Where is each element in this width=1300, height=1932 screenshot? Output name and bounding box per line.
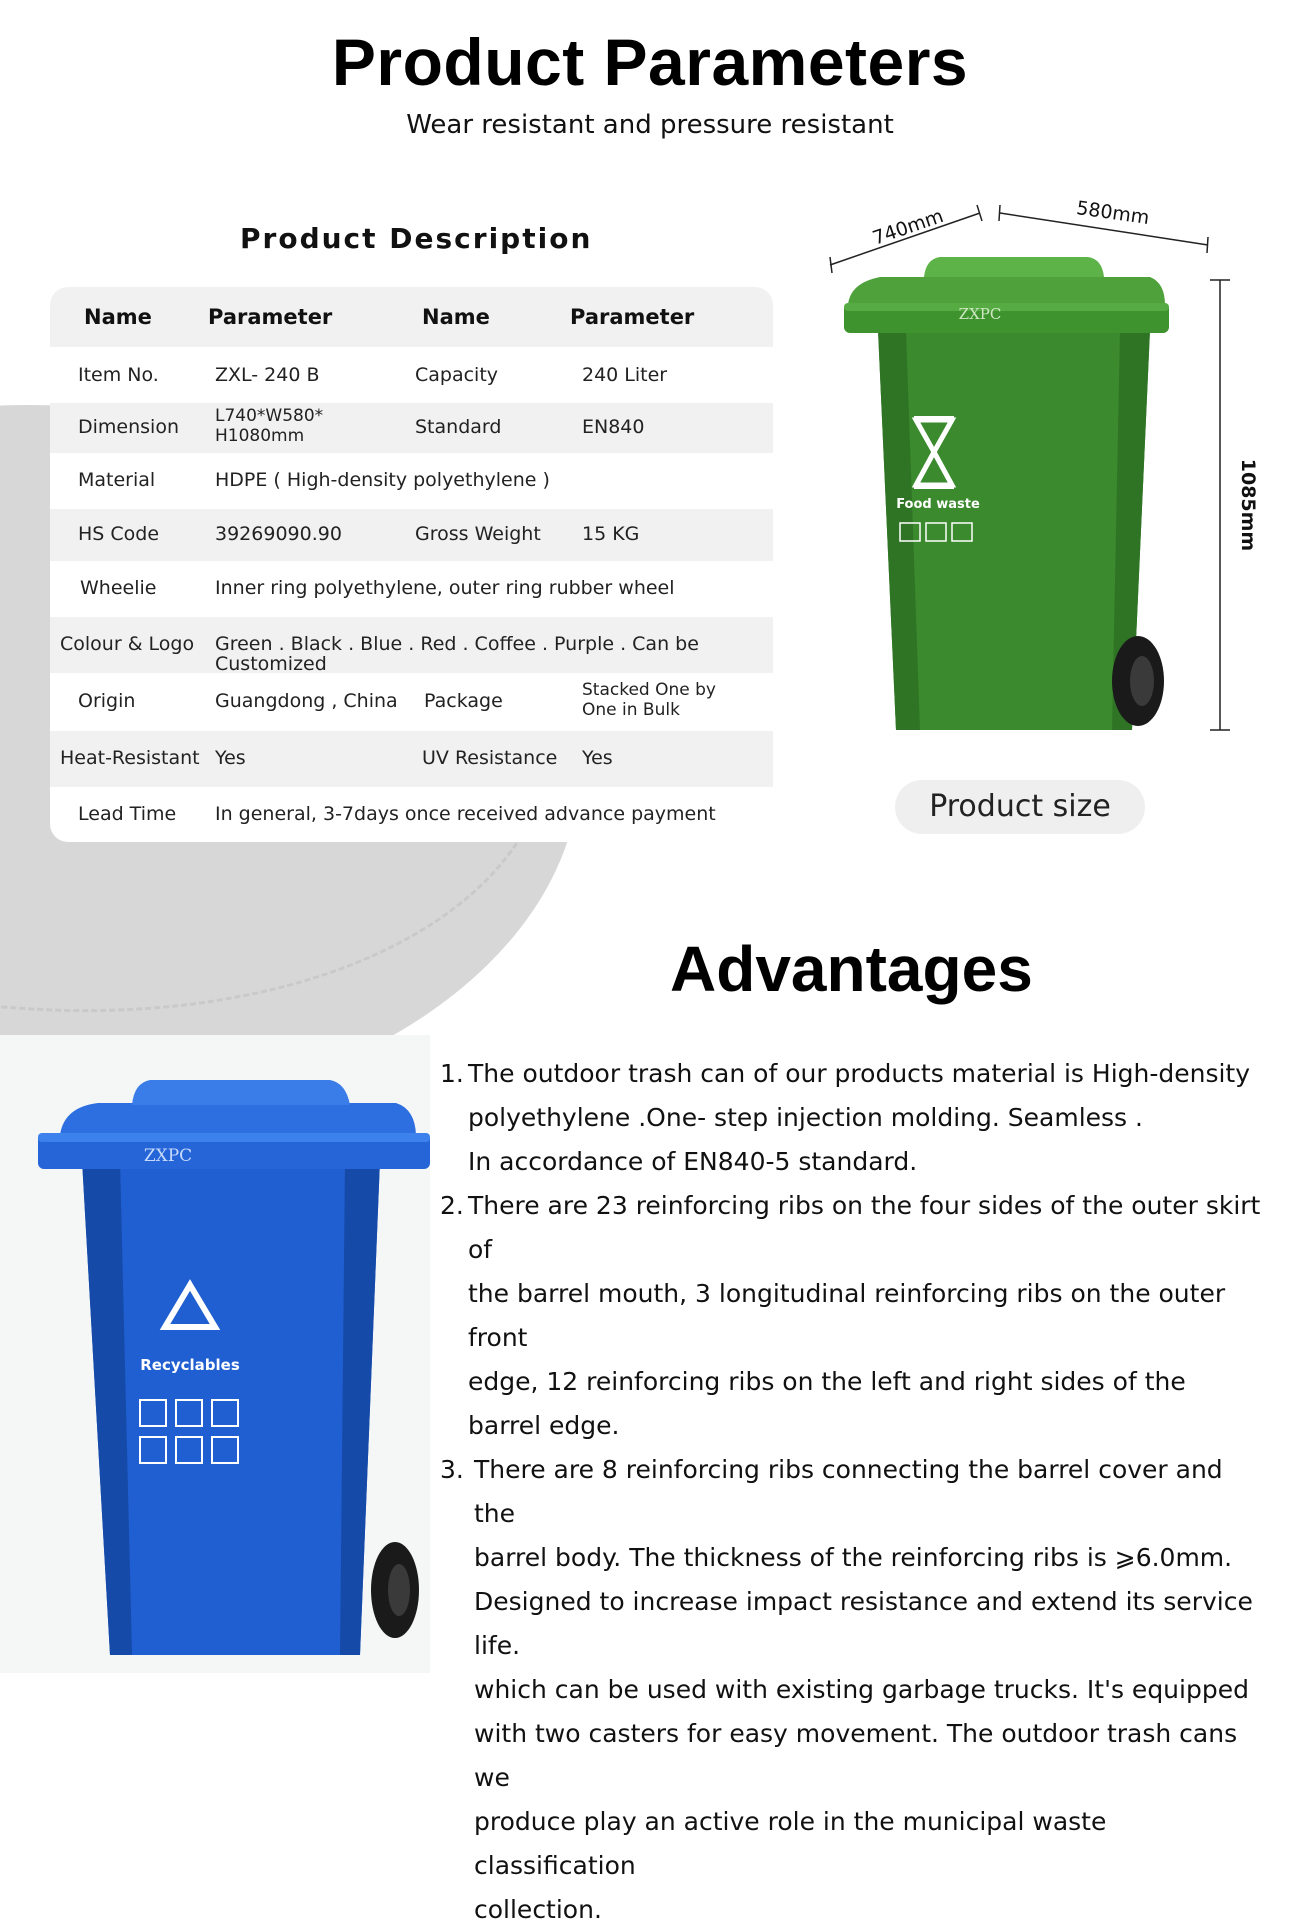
table-row bbox=[50, 509, 773, 561]
row-value: 240 Liter bbox=[582, 364, 668, 386]
row-value-line: L740*W580* bbox=[215, 406, 324, 426]
list-line: collection. bbox=[474, 1895, 602, 1924]
row-name: Standard bbox=[415, 416, 502, 438]
row-name: Item No. bbox=[78, 364, 159, 386]
column-header: Parameter bbox=[208, 305, 333, 329]
table-row bbox=[50, 347, 773, 403]
row-value: Green . Black . Blue . Red . Coffee . Purple . Can be Customized bbox=[215, 633, 699, 675]
table-row bbox=[50, 731, 773, 787]
row-name: Colour & Logo bbox=[60, 633, 195, 655]
list-line: The outdoor trash can of our products material is High-density bbox=[468, 1059, 1251, 1088]
list-number: 3. bbox=[440, 1455, 464, 1484]
list-number: 2. bbox=[440, 1191, 464, 1220]
list-line: which can be used with existing garbage trucks. It's equipped bbox=[474, 1675, 1249, 1704]
table-header-row bbox=[50, 287, 773, 347]
row-name: Wheelie bbox=[80, 577, 157, 599]
row-name: Material bbox=[78, 469, 156, 491]
row-value: HDPE ( High-density polyethylene ) bbox=[215, 469, 550, 491]
row-value: In general, 3-7days once received advance payment bbox=[215, 803, 716, 825]
green-bin-body bbox=[844, 257, 1169, 730]
row-name: Package bbox=[424, 690, 503, 712]
list-line: In accordance of EN840-5 standard. bbox=[468, 1147, 918, 1176]
row-name: Origin bbox=[78, 690, 136, 712]
section-title-advantages: Advantages bbox=[670, 933, 1033, 1005]
green-bin-label: Food waste bbox=[896, 497, 980, 512]
column-header: Name bbox=[84, 305, 152, 329]
table-row bbox=[50, 453, 773, 509]
column-header: Parameter bbox=[570, 305, 695, 329]
row-value: Yes bbox=[215, 747, 246, 769]
list-item bbox=[440, 1184, 1270, 1448]
product-size-image bbox=[820, 195, 1280, 775]
list-line: the barrel mouth, 3 longitudinal reinforcing ribs on the outer front bbox=[468, 1279, 1226, 1352]
list-number: 1. bbox=[440, 1059, 464, 1088]
row-name: UV Resistance bbox=[422, 747, 558, 769]
row-name: HS Code bbox=[78, 523, 160, 545]
row-value: Yes bbox=[582, 747, 613, 769]
list-line: There are 23 reinforcing ribs on the four sides of the outer skirt of bbox=[468, 1191, 1261, 1264]
list-line: barrel body. The thickness of the reinforcing ribs is ⩾6.0mm. bbox=[474, 1543, 1233, 1572]
green-bin-illustration bbox=[820, 195, 1280, 775]
row-value: 39269090.90 bbox=[215, 523, 342, 545]
dimension-height-label: 1085mm bbox=[1237, 458, 1259, 552]
list-line: polyethylene .One- step injection molding. Seamless . bbox=[468, 1103, 1143, 1132]
blue-bin-brand: ZXPC bbox=[143, 1146, 193, 1166]
parameter-table bbox=[50, 287, 773, 842]
row-value: Inner ring polyethylene, outer ring rubber wheel bbox=[215, 577, 675, 599]
table-row bbox=[50, 561, 773, 617]
row-value: ZXL- 240 B bbox=[215, 364, 320, 386]
dimension-width-label: 580mm bbox=[1075, 197, 1151, 230]
table-row bbox=[50, 403, 773, 453]
page-subtitle: Wear resistant and pressure resistant bbox=[406, 110, 894, 140]
row-value: EN840 bbox=[582, 416, 645, 438]
row-value: Guangdong , China bbox=[215, 690, 398, 712]
list-line: with two casters for easy movement. The outdoor trash cans we bbox=[474, 1719, 1238, 1792]
row-name: Gross Weight bbox=[415, 523, 541, 545]
row-value-line: H1080mm bbox=[215, 426, 305, 446]
list-line: barrel edge. bbox=[468, 1411, 620, 1440]
table-row bbox=[50, 787, 773, 842]
blue-bin-label: Recyclables bbox=[140, 1356, 240, 1374]
list-line: edge, 12 reinforcing ribs on the left and right sides of the bbox=[468, 1367, 1186, 1396]
column-header: Name bbox=[422, 305, 490, 329]
row-value: 15 KG bbox=[582, 523, 640, 545]
list-line: Designed to increase impact resistance and extend its service life. bbox=[474, 1587, 1253, 1660]
dimension-length-label: 740mm bbox=[869, 204, 947, 250]
green-bin-brand: ZXPC bbox=[958, 305, 1002, 323]
page-title: Product Parameters bbox=[331, 25, 969, 99]
blue-bin-illustration bbox=[0, 1035, 430, 1673]
section-title-description: Product Description bbox=[240, 222, 593, 255]
list-line: There are 8 reinforcing ribs connecting the barrel cover and the bbox=[474, 1455, 1223, 1528]
list-item bbox=[440, 1052, 1270, 1184]
table-row bbox=[50, 673, 773, 731]
row-name: Capacity bbox=[415, 364, 499, 386]
table-row bbox=[50, 617, 773, 673]
row-name: Lead Time bbox=[78, 803, 177, 825]
blue-bin-image bbox=[0, 1035, 430, 1673]
row-name: Dimension bbox=[78, 416, 179, 438]
product-size-caption: Product size bbox=[895, 780, 1145, 834]
advantages-list bbox=[440, 1052, 1270, 1932]
row-value-line: Stacked One by bbox=[582, 680, 716, 700]
list-line: produce play an active role in the municipal waste classification bbox=[474, 1807, 1107, 1880]
list-item bbox=[440, 1448, 1270, 1932]
row-value-line: One in Bulk bbox=[582, 700, 680, 720]
row-name: Heat-Resistant bbox=[60, 747, 200, 769]
